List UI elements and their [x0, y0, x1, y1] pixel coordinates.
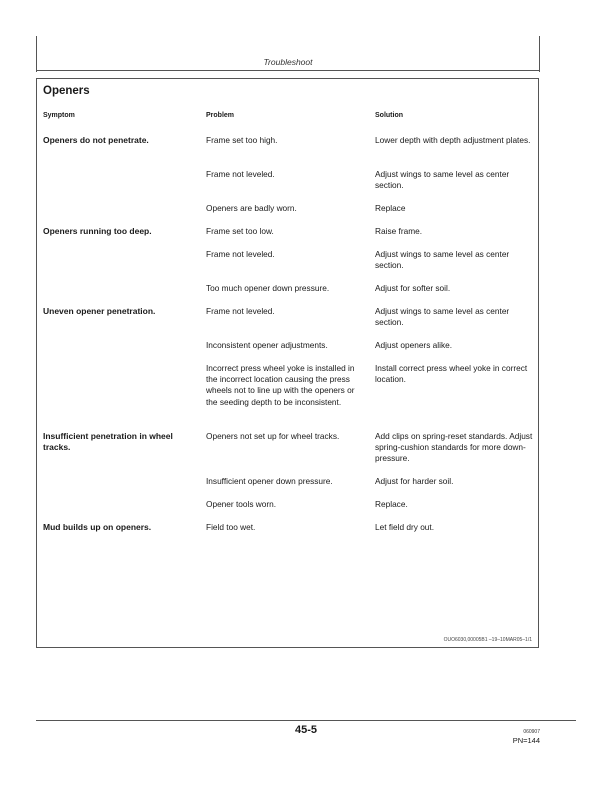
header-rule [36, 70, 540, 71]
symptom-cell: Mud builds up on openers. [43, 522, 152, 532]
pn-number: PN=144 [512, 736, 540, 745]
problem-cell: Frame not leveled. [206, 249, 275, 259]
solution-cell: Add clips on spring-reset standards. Adjust spring-cushion standards for more down-pressure. [375, 431, 533, 464]
solution-cell: Lower depth with depth adjustment plates. [375, 135, 531, 145]
solution-cell: Adjust wings to same level as center section. [375, 249, 510, 271]
solution-cell: Let field dry out. [375, 522, 435, 532]
symptom-cell: Insufficient penetration in wheel tracks. [43, 431, 173, 453]
problem-cell: Frame not leveled. [206, 169, 275, 179]
problem-cell: Opener tools worn. [206, 499, 277, 509]
problem-cell: Frame set too low. [206, 226, 274, 236]
solution-cell: Replace. [375, 499, 408, 509]
solution-cell: Adjust wings to same level as center section. [375, 169, 510, 191]
document-code: OUO6030,00005B1 –19–10MAR05–1/1 [443, 637, 532, 643]
page-header-title: Troubleshoot [263, 57, 313, 67]
troubleshooting-table [36, 78, 539, 648]
problem-cell: Field too wet. [206, 522, 256, 532]
column-header-problem: Problem [206, 112, 235, 119]
symptom-cell: Openers running too deep. [43, 226, 152, 236]
solution-cell: Install correct press wheel yoke in correct location. [375, 363, 528, 385]
solution-cell: Adjust for softer soil. [375, 283, 451, 293]
date-code: 060907 [523, 729, 540, 735]
problem-cell: Incorrect press wheel yoke is installed in the incorrect location causing the press wheels not to line up with the openers or the seeding depth to be inconsistent. [206, 363, 355, 407]
problem-cell: Inconsistent opener adjustments. [206, 340, 328, 350]
symptom-cell: Uneven opener penetration. [43, 306, 156, 316]
problem-cell: Frame set too high. [206, 135, 278, 145]
problem-cell: Openers are badly worn. [206, 203, 297, 213]
footer-info [513, 729, 540, 746]
column-header-symptom: Symptom [43, 112, 75, 119]
page-number: 45-5 [294, 724, 318, 736]
solution-cell: Adjust for harder soil. [375, 476, 454, 486]
problem-cell: Frame not leveled. [206, 306, 275, 316]
problem-cell: Insufficient opener down pressure. [206, 476, 333, 486]
problem-cell: Too much opener down pressure. [206, 283, 330, 293]
problem-cell: Openers not set up for wheel tracks. [206, 431, 340, 441]
section-title: Openers [43, 85, 90, 97]
symptom-cell: Openers do not penetrate. [43, 135, 149, 145]
column-header-solution: Solution [375, 112, 403, 119]
solution-cell: Raise frame. [375, 226, 423, 236]
solution-cell: Adjust wings to same level as center section. [375, 306, 510, 328]
solution-cell: Replace [375, 203, 406, 213]
solution-cell: Adjust openers alike. [375, 340, 453, 350]
footer-rule [36, 720, 576, 721]
